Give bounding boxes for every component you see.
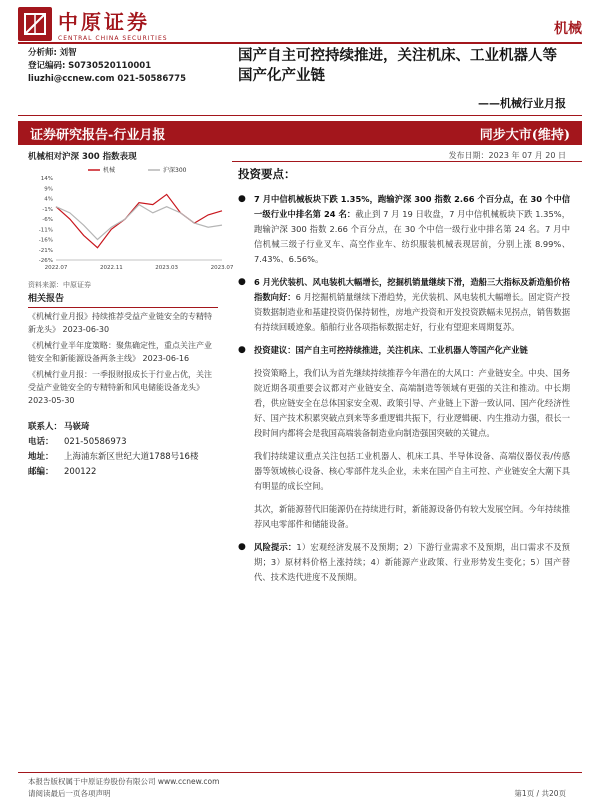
header-divider	[18, 42, 582, 44]
title-divider	[18, 115, 582, 116]
chart-source: 资料来源：中原证券	[28, 281, 91, 289]
contact-zip: 200122	[64, 467, 97, 477]
related-report-link[interactable]: 《机械行业月报：一季报财报成长于行业占优，关注受益产业链安全的专精特新和风电储能设备龙头》 2023-05-30	[28, 370, 212, 405]
registration-key: 登记编码:	[28, 61, 66, 71]
contact-phone: 021-50586973	[64, 437, 127, 447]
highlight-lead: 6 月光伏装机、风电装机大幅增长，挖掘机销量继续下滑，造船三大指标及新造船价格指数向好：	[254, 277, 570, 302]
related-reports-heading: 相关报告	[28, 293, 218, 308]
report-type-band	[18, 121, 582, 145]
rating: 同步大市(维持)	[479, 127, 570, 143]
x-tick-label: 2023.07	[210, 265, 234, 271]
strategy-paragraph: 我们持续建议重点关注包括工业机器人、机床工具、半导体设备、高端仪器仪表/传感器等领域核心设备、核心零部件龙头企业，未来在国产自主可控、产业链安全大潮下具有明显的成长空间。	[254, 451, 570, 491]
y-tick-label: -26%	[38, 258, 53, 264]
registration-code: S0730520110001	[68, 61, 152, 71]
y-tick-label: -16%	[38, 237, 53, 244]
highlight-item	[238, 343, 570, 358]
y-tick-label: -21%	[38, 247, 53, 254]
contact-phone-key: 电话：	[28, 437, 54, 447]
brand-name-cn: 中原证券	[58, 10, 150, 34]
highlight-body: 截止到 7 月 19 日收盘，7 月中信机械板块下跌 1.35%，跑输沪深 300 指数 2.66 个百分点，在 30 个中信一级行业中排名第 24 名。7 月中信机械三级子行业叉车、高空作业车、纺织服装机械表现居前，分别上涨 8.99%、7.43%、6.56%。	[254, 209, 570, 264]
x-tick-label: 2022.11	[99, 265, 123, 271]
y-tick-label: -6%	[42, 217, 53, 223]
legend-label: 沪深300	[163, 167, 187, 174]
bullet-icon: ●	[238, 194, 246, 204]
legend-label: 机械	[103, 167, 116, 174]
footer	[28, 776, 219, 800]
brand-name-en: CENTRAL CHINA SECURITIES	[58, 35, 168, 42]
highlights-heading: 投资要点：	[238, 167, 296, 181]
company-logo	[18, 6, 168, 42]
risk-body: 1）宏观经济发展不及预期；2）下游行业需求不及预期，出口需求不及预期；3）原材料价格上涨持续；4）新能源产业政策、行业形势发生变化；5）国产替代、技术迭代进度不及预期。	[254, 542, 570, 582]
related-reports	[28, 293, 218, 410]
investment-highlights	[238, 166, 570, 593]
analyst-name: 刘智	[59, 48, 77, 58]
bullet-icon: ●	[238, 542, 246, 552]
y-tick-label: 4%	[44, 196, 53, 203]
series-line	[56, 194, 222, 247]
y-tick-label: 14%	[40, 176, 53, 182]
chart-svg	[28, 164, 234, 274]
publish-date: 发布日期：2023 年 07 月 20 日	[448, 151, 566, 160]
report-title: 国产自主可控持续推进，关注机床、工业机器人等国产化产业链	[238, 47, 557, 84]
bullet-icon: ●	[238, 277, 246, 287]
related-report-link[interactable]: 《机械行业月报》持续推荐受益产业链安全的专精特新龙头》 2023-06-30	[28, 312, 212, 334]
x-tick-label: 2023.03	[155, 265, 179, 271]
y-tick-label: -1%	[42, 206, 53, 213]
related-report-link[interactable]: 《机械行业半年度策略：聚焦确定性，重点关注产业链安全和新能源设备两条主线》 2023-06-16	[28, 341, 212, 363]
highlight-lead: 7 月中信机械板块下跌 1.35%，跑输沪深 300 指数 2.66 个百分点，在 30 个中信一级行业中排名第 24 名：	[254, 194, 570, 219]
report-subtitle: ——机械行业月报	[478, 97, 566, 110]
y-tick-label: 9%	[44, 186, 53, 193]
footer-divider	[18, 772, 582, 773]
contact-address-key: 地址：	[28, 452, 54, 462]
sector-label: 机械	[554, 21, 582, 37]
x-tick-label: 2022.07	[44, 265, 68, 271]
relative-performance-chart	[28, 164, 234, 274]
contact-address: 上海浦东新区世纪大道1788号16楼	[64, 452, 199, 462]
disclaimer-line: 请阅读最后一页各项声明	[28, 789, 111, 798]
report-type: 证券研究报告-行业月报	[30, 127, 166, 143]
date-divider	[232, 161, 582, 162]
y-tick-label: -11%	[38, 227, 53, 234]
strategy-paragraph: 其次，新能源替代旧能源仍在持续进行时，新能源设备仍有较大发展空间。今年持续推荐风电零部件和储能设备。	[254, 504, 570, 529]
analyst-info	[28, 47, 186, 86]
highlight-item	[238, 275, 570, 335]
analyst-key: 分析师:	[28, 48, 57, 58]
contact-zip-key: 邮编：	[28, 467, 54, 477]
page-number: 第1页 / 共20页	[514, 789, 566, 798]
logo-emblem-icon	[18, 7, 52, 41]
chart-title: 机械相对沪深 300 指数表现	[28, 152, 137, 162]
analyst-contact: liuzhi@ccnew.com 021-50586775	[28, 74, 187, 84]
strategy-paragraph: 投资策略上，我们认为首先继续持续推荐今年潜在的大风口：产业链安全。中央、国务院近期各项重要会议都对产业链安全、高端制造等领域有更强的关注和推动。中长期看，供应链安全在总体国家安全观、政策引导、产业链上下游一致认同、国产化经济性好、国产技术积累突破点到来等多重逻辑共振下，行业逻辑硬、内生推动力强，很长一段时间内都将会是我国高端装备制造业向制造强国突破的关键点。	[254, 368, 570, 438]
highlight-item	[238, 192, 570, 267]
highlight-body: 6 月挖掘机销量继续下滑趋势，光伏装机、风电装机大幅增长。固定资产投资数据制造业和基建投资仍保持韧性，房地产投资和开发投资跌幅未见拐点，销售数据有持续回暖迹象。船舶行业各项指标数据走好，行业有望迎来周期复苏。	[254, 292, 570, 332]
contact-person: 马嵚琦	[64, 422, 90, 432]
copyright-line: 本报告版权属于中原证券股份有限公司 www.ccnew.com	[28, 777, 220, 786]
risk-lead: 风险提示：	[254, 542, 297, 552]
risk-item	[238, 540, 570, 585]
contact-info	[28, 420, 233, 480]
highlight-lead: 投资建议：国产自主可控持续推进，关注机床、工业机器人等国产化产业链	[254, 345, 528, 355]
bullet-icon: ●	[238, 345, 246, 355]
contact-person-key: 联系人：	[28, 422, 63, 432]
